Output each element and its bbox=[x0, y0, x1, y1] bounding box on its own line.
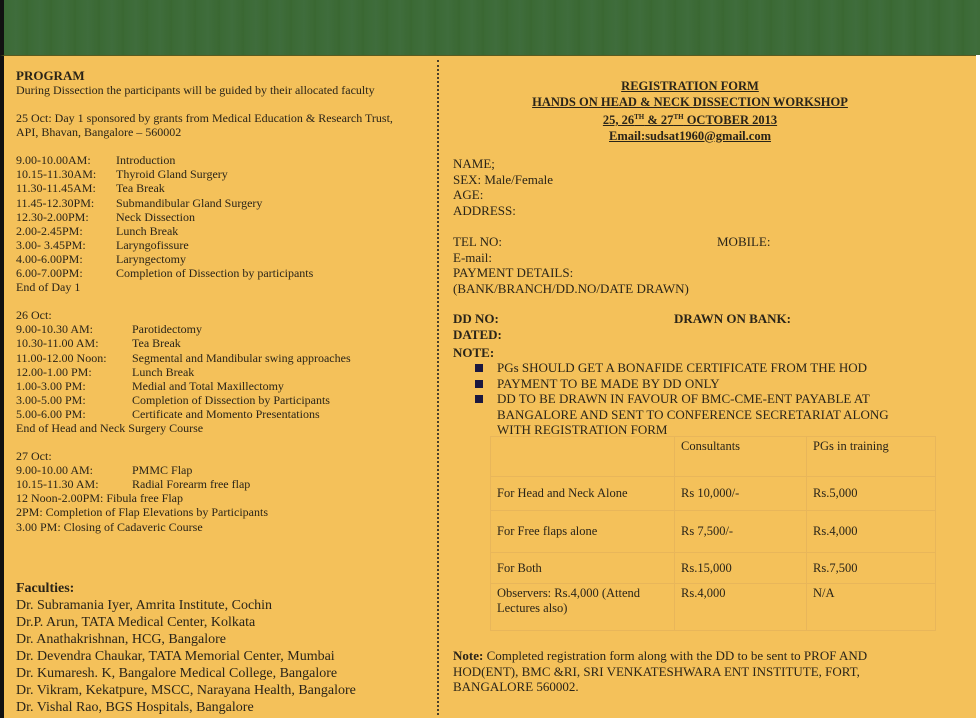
fold-divider bbox=[437, 60, 439, 715]
faculty-list bbox=[16, 597, 436, 716]
schedule-item: Laryngectomy bbox=[116, 251, 186, 266]
date-sup: TH bbox=[634, 113, 645, 121]
schedule-time: 10.15-11.30AM: bbox=[16, 167, 97, 182]
bullet-icon bbox=[475, 380, 483, 388]
day3-line: 12 Noon-2.00PM: Fibula free Flap bbox=[16, 491, 183, 506]
faculty-item: Dr. Vikram, Kekatpure, MSCC, Narayana Health, Bangalore bbox=[16, 683, 356, 698]
mobile-field: MOBILE: bbox=[717, 234, 771, 249]
schedule-row bbox=[16, 196, 431, 210]
schedule-row bbox=[16, 463, 431, 477]
bullet-icon bbox=[475, 364, 483, 372]
schedule-item: Tea Break bbox=[116, 181, 165, 196]
final-note-label: Note: bbox=[453, 648, 484, 663]
age-field: AGE: bbox=[453, 187, 484, 202]
schedule-item: Completion of Dissection by Participants bbox=[132, 392, 330, 407]
schedule-item: Thyroid Gland Surgery bbox=[116, 167, 228, 182]
form-title: REGISTRATION FORM bbox=[621, 79, 759, 93]
schedule-time: 11.30-11.45AM: bbox=[16, 181, 96, 196]
schedule-item: Tea Break bbox=[132, 336, 181, 351]
fee-cell: Rs.5,000 bbox=[807, 477, 936, 511]
form-subtitle: HANDS ON HEAD & NECK DISSECTION WORKSHOP bbox=[532, 94, 848, 109]
contact-fields bbox=[453, 234, 933, 296]
final-note bbox=[453, 648, 913, 695]
fee-row bbox=[491, 584, 936, 631]
form-header bbox=[440, 79, 940, 144]
fee-cell: Rs.15,000 bbox=[675, 553, 807, 584]
schedule-time: 10.30-11.00 AM: bbox=[16, 336, 99, 351]
header-band bbox=[0, 0, 980, 55]
name-field: NAME; bbox=[453, 156, 495, 171]
email-field: E-mail: bbox=[453, 249, 492, 265]
day2-end: End of Head and Neck Surgery Course bbox=[16, 420, 204, 435]
schedule-item: Introduction bbox=[116, 153, 176, 168]
dd-no-field: DD NO: bbox=[453, 311, 499, 326]
fee-cell: Rs.7,500 bbox=[807, 553, 936, 584]
program-title: PROGRAM bbox=[16, 68, 85, 83]
faculty-item: Dr.P. Arun, TATA Medical Center, Kolkata bbox=[16, 615, 256, 630]
note-text: PGs SHOULD GET A BONAFIDE CERTIFICATE FROM THE HOD bbox=[497, 360, 867, 375]
faculty-item: Dr. Kumaresh. K, Bangalore Medical College, Bangalore bbox=[16, 666, 338, 681]
fee-cell: N/A bbox=[807, 584, 936, 631]
day1-end: End of Day 1 bbox=[16, 280, 81, 295]
note-label: NOTE: bbox=[453, 345, 495, 360]
fee-cell: Observers: Rs.4,000 (Attend Lectures also) bbox=[491, 584, 675, 631]
schedule-item: Completion of Dissection by participants bbox=[116, 266, 314, 281]
note-item bbox=[475, 360, 925, 376]
form-email: Email:sudsat1960@gmail.com bbox=[609, 128, 771, 143]
address-field: ADDRESS: bbox=[453, 202, 516, 218]
schedule-row bbox=[16, 210, 431, 224]
schedule-row bbox=[16, 336, 431, 350]
schedule-row bbox=[16, 379, 431, 393]
faculty-item: Dr. Subramania Iyer, Amrita Institute, Cochin bbox=[16, 598, 273, 613]
schedule-time: 12.30-2.00PM: bbox=[16, 209, 89, 224]
payment-details: PAYMENT DETAILS: bbox=[453, 265, 574, 280]
fee-cell: For Both bbox=[491, 553, 675, 584]
fee-cell: Rs.4,000 bbox=[807, 511, 936, 553]
schedule-time: 10.15-11.30 AM: bbox=[16, 477, 99, 492]
schedule-time: 1.00-3.00 PM: bbox=[16, 378, 86, 393]
day3-schedule bbox=[16, 463, 431, 491]
schedule-item: Neck Dissection bbox=[116, 209, 195, 224]
schedule-time: 12.00-1.00 PM: bbox=[16, 364, 92, 379]
note-item bbox=[475, 391, 925, 438]
fee-cell: Rs 7,500/- bbox=[675, 511, 807, 553]
schedule-row bbox=[16, 252, 431, 266]
schedule-time: 11.00-12.00 Noon: bbox=[16, 350, 107, 365]
fee-row bbox=[491, 477, 936, 511]
fee-cell: For Head and Neck Alone bbox=[491, 477, 675, 511]
fee-row bbox=[491, 553, 936, 584]
schedule-time: 3.00- 3.45PM: bbox=[16, 237, 86, 252]
day3-title: 27 Oct: bbox=[16, 449, 52, 464]
day1-schedule bbox=[16, 153, 431, 280]
note-item bbox=[475, 376, 925, 392]
form-dates bbox=[440, 110, 940, 129]
notes-list bbox=[475, 360, 925, 438]
schedule-row bbox=[16, 365, 431, 379]
schedule-time: 11.45-12.30PM: bbox=[16, 195, 95, 210]
note-text: DD TO BE DRAWN IN FAVOUR OF BMC-CME-ENT PAYABLE AT BANGALORE AND SENT TO CONFERENCE SECRETARIAT ALONG WITH REGISTRATION FORM bbox=[497, 391, 889, 437]
schedule-item: Segmental and Mandibular swing approaches bbox=[132, 350, 351, 365]
schedule-time: 3.00-5.00 PM: bbox=[16, 392, 86, 407]
schedule-row bbox=[16, 322, 431, 336]
faculties-title: Faculties: bbox=[16, 581, 75, 596]
schedule-item: Certificate and Momento Presentations bbox=[132, 406, 320, 421]
faculty-item: Dr. Vishal Rao, BGS Hospitals, Bangalore bbox=[16, 700, 254, 715]
schedule-item: PMMC Flap bbox=[132, 463, 193, 478]
schedule-item: Laryngofissure bbox=[116, 237, 189, 252]
note-text: PAYMENT TO BE MADE BY DD ONLY bbox=[497, 375, 720, 391]
schedule-item: Radial Forearm free flap bbox=[132, 477, 251, 492]
schedule-row bbox=[16, 181, 431, 195]
schedule-item: Lunch Break bbox=[132, 364, 195, 379]
date-text: & 27 bbox=[644, 113, 674, 128]
header-cell bbox=[491, 437, 675, 477]
final-note-text: Completed registration form along with the DD to be sent to PROF AND HOD(ENT), BMC &RI, SRI VENKATESHWARA ENT INSTITUTE, FORT, BANGALORE 560002. bbox=[453, 648, 868, 694]
fee-cell: For Free flaps alone bbox=[491, 511, 675, 553]
date-text: OCTOBER 2013 bbox=[683, 113, 778, 128]
schedule-item: Lunch Break bbox=[116, 223, 179, 238]
faculties-section bbox=[16, 580, 436, 716]
faculty-item: Dr. Anathakrishnan, HCG, Bangalore bbox=[16, 632, 226, 647]
day2-schedule bbox=[16, 322, 431, 421]
fee-table bbox=[490, 436, 936, 631]
schedule-time: 6.00-7.00PM: bbox=[16, 266, 83, 281]
program-intro: During Dissection the participants will be guided by their allocated faculty bbox=[16, 83, 375, 97]
fee-cell: Rs 10,000/- bbox=[675, 477, 807, 511]
schedule-row bbox=[16, 351, 431, 365]
schedule-row bbox=[16, 238, 431, 252]
personal-fields bbox=[453, 156, 553, 218]
schedule-row bbox=[16, 407, 431, 421]
dated-field: DATED: bbox=[453, 326, 502, 342]
faculty-item: Dr. Devendra Chaukar, TATA Memorial Center, Mumbai bbox=[16, 649, 335, 664]
schedule-time: 9.00-10.30 AM: bbox=[16, 322, 94, 337]
tel-field: TEL NO: bbox=[453, 234, 502, 249]
dd-fields bbox=[453, 311, 933, 361]
day2-title: 26 Oct: bbox=[16, 308, 52, 323]
day3-line: 2PM: Completion of Flap Elevations by Participants bbox=[16, 505, 268, 520]
day1-sponsor-address: API, Bhavan, Bangalore – 560002 bbox=[16, 125, 182, 140]
payment-hint: (BANK/BRANCH/DD.NO/DATE DRAWN) bbox=[453, 280, 689, 296]
date-text: 25, 26 bbox=[602, 113, 635, 128]
schedule-row bbox=[16, 167, 431, 181]
bullet-icon bbox=[475, 395, 483, 403]
date-sup: TH bbox=[673, 113, 684, 121]
day3-line: 3.00 PM: Closing of Cadaveric Course bbox=[16, 519, 203, 534]
header-cell: PGs in training bbox=[807, 437, 936, 477]
schedule-time: 4.00-6.00PM: bbox=[16, 251, 83, 266]
schedule-item: Submandibular Gland Surgery bbox=[116, 195, 263, 210]
schedule-item: Medial and Total Maxillectomy bbox=[132, 378, 284, 393]
schedule-row bbox=[16, 477, 431, 491]
schedule-time: 9.00-10.00AM: bbox=[16, 153, 91, 168]
drawn-on-bank-field: DRAWN ON BANK: bbox=[674, 311, 791, 326]
program-section bbox=[16, 68, 431, 534]
day1-sponsor: 25 Oct: Day 1 sponsored by grants from Medical Education & Research Trust, bbox=[16, 111, 393, 126]
schedule-row bbox=[16, 153, 431, 167]
schedule-time: 2.00-2.45PM: bbox=[16, 223, 83, 238]
schedule-time: 9.00-10.00 AM: bbox=[16, 463, 94, 478]
fee-cell: Rs.4,000 bbox=[675, 584, 807, 631]
fee-row bbox=[491, 511, 936, 553]
schedule-item: Parotidectomy bbox=[132, 322, 202, 337]
schedule-time: 5.00-6.00 PM: bbox=[16, 406, 86, 421]
schedule-row bbox=[16, 224, 431, 238]
header-cell: Consultants bbox=[675, 437, 807, 477]
schedule-row bbox=[16, 266, 431, 280]
fee-table-header bbox=[491, 437, 936, 477]
schedule-row bbox=[16, 393, 431, 407]
sex-field: SEX: Male/Female bbox=[453, 171, 554, 187]
